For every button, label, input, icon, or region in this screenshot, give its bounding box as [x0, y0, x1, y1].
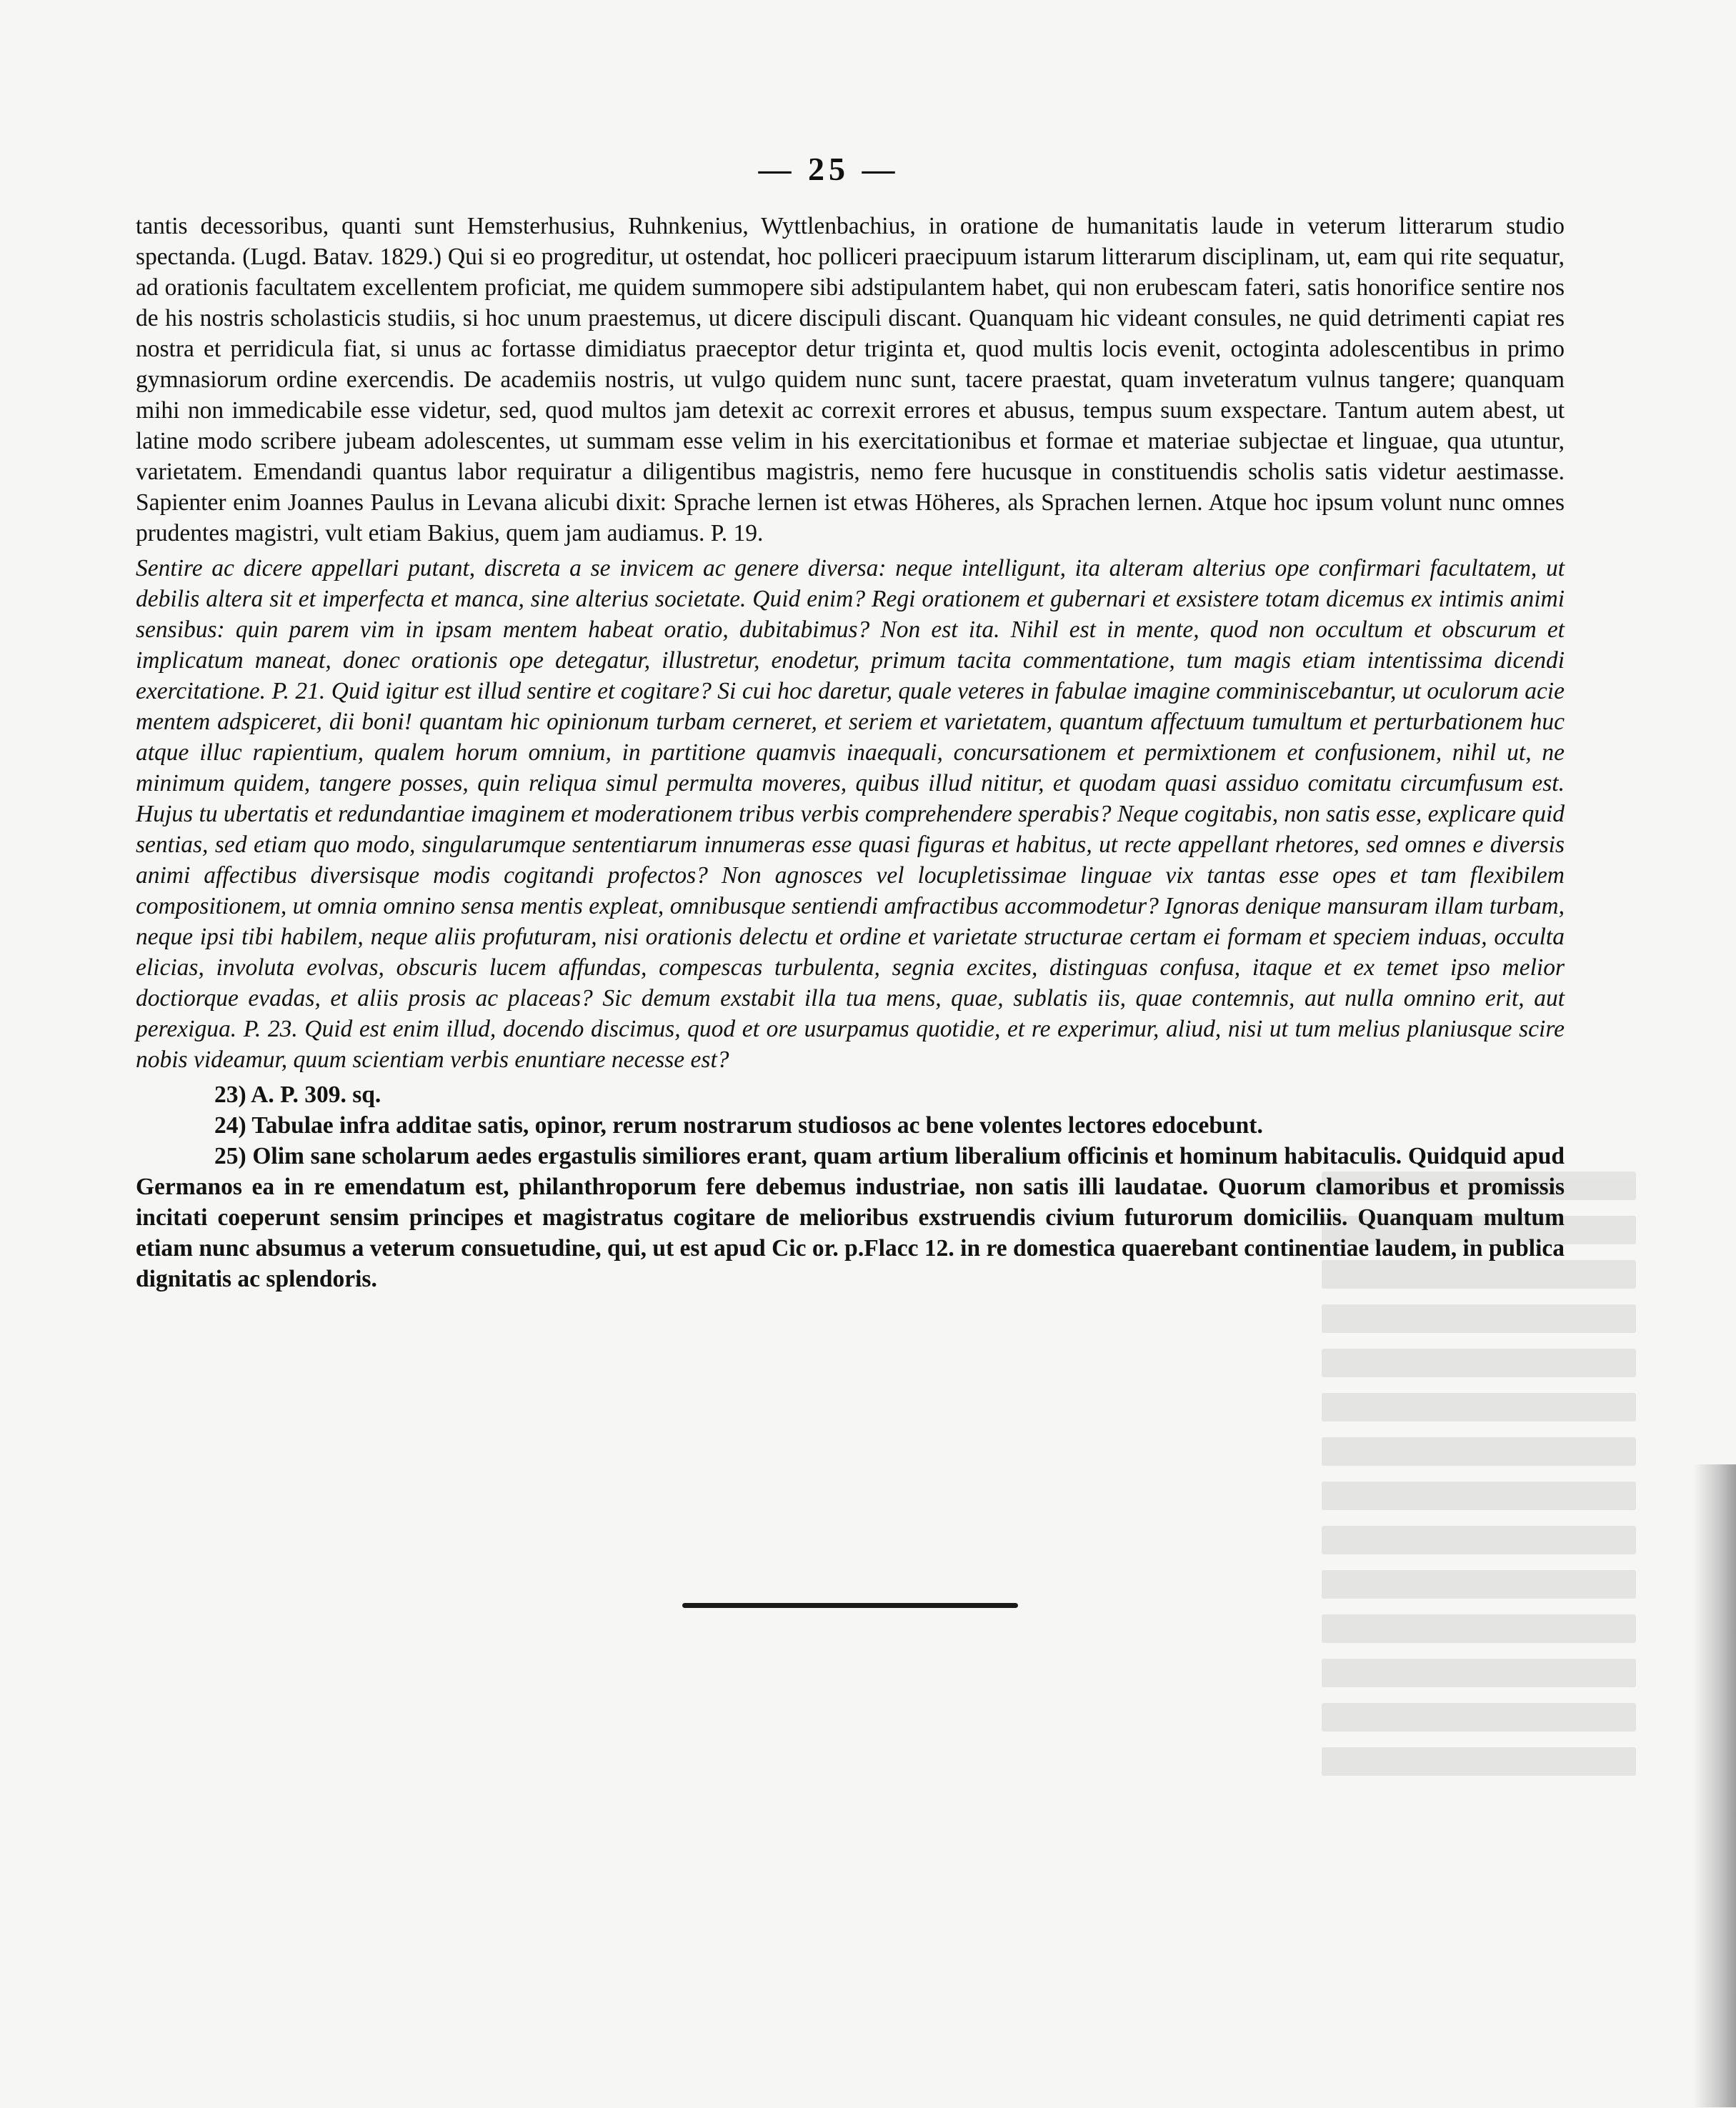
- paragraph-roman: tantis decessoribus, quanti sunt Hemsterhusius, Ruhnkenius, Wyttlenbachius, in oratione de humanitatis laude in veterum litterarum studio spectanda. (Lugd. Batav. 1829.) Qui si eo progreditur, ut ostendat, hoc polliceri praecipuum istarum litterarum disciplinam, ut, eam qui rite sequatur, ad orationis facultatem excellentem proficiat, me quidem summopere sibi adstipulantem habet, qui non erubescam fateri, satis honorifice sentire nos de his nostris scholasticis studiis, si hoc unum praestemus, ut dicere discipuli discant. Quanquam hic videant consules, ne quid detrimenti capiat res nostra et perridicula fiat, si unus ac fortasse dimidiatus praeceptor detur triginta et, quod multis locis evenit, octoginta adolescentibus in primo gymnasiorum ordine exercendis. De academiis nostris, ut vulgo quidem nunc sunt, tacere praestat, quam inveteratum vulnus tangere; quanquam mihi non immedicabile esse videtur, sed, quod multos jam detexit ac correxit errores et abusus, tempus suum exspectare. Tantum autem abest, ut latine modo scribere jubeam adolescentes, ut summam esse velim in his exercitationibus et formae et materiae subjectae et linguae, qua utuntur, varietatem. Emendandi quantus labor requiratur a diligentibus magistris, nemo fere hucusque in constituendis scholis satis videtur aestimasse. Sapienter enim Joannes Paulus in Levana alicubi dixit: Sprache lernen ist etwas Höheres, als Sprachen lernen. Atque hoc ipsum volunt nunc omnes prudentes magistri, vult etiam Bakius, quem jam audiamus. P. 19.: [136, 213, 1565, 546]
- footnote-23: 23) A. P. 309. sq.: [214, 1082, 381, 1108]
- footnotes: [136, 1079, 1565, 1294]
- main-text: [136, 211, 1565, 1294]
- footnote-25: 25) Olim sane scholarum aedes ergastulis similiores erant, quam artium liberalium officinis et hominum habitaculis. Quidquid apud Germanos ea in re emendatum est, philanthroporum fere debemus industriae, non satis illi laudatae. Quorum clamoribus et promissis incitati coeperunt sensim principes et magistratus cogitare de melioribus exstruendis civium futurorum domiciliis. Quanquam multum etiam nunc absumus a veterum consuetudine, qui, ut est apud Cic or. p.Flacc 12. in re domestica quaerebant continentiae laudem, in publica dignitatis ac splendoris.: [136, 1143, 1565, 1292]
- closing-rule: [682, 1603, 1018, 1608]
- page-edge-shadow: [1693, 1464, 1736, 2107]
- page-number: — 25 —: [758, 151, 899, 187]
- paragraph-quotation: Sentire ac dicere appellari putant, discreta a se invicem ac genere diversa: neque intelligunt, ita alteram alterius ope confirmari facultatem, ut debilis altera sit et imperfecta et manca, sine alterius societate. Quid enim? Regi orationem et gubernari et exsistere totam dicemus ex intimis animi sensibus: quin parem vim in ipsam mentem habeat oratio, dubitabimus? Non est ita. Nihil est in mente, quod non occultum et obscurum et implicatum maneat, donec orationis ope detegatur, illustretur, enodetur, primum tacita commentatione, tum magis etiam intentissima dicendi exercitatione. P. 21. Quid igitur est illud sentire et cogitare? Si cui hoc daretur, quale veteres in fabulae imagine comminiscebantur, ut oculorum acie mentem adspiceret, dii boni! quantam hic opinionum turbam cerneret, et seriem et varietatem, quantum affectuum tumultum et perturbationem huc atque illuc rapientium, qualem horum omnium, in partitione quamvis inaequali, concursationem et permixtionem et confusionem, nihil ut, ne minimum quidem, tangere posses, quin reliqua simul permulta moveres, quibus illud nititur, et quodam quasi assiduo comitatu circumfusum est. Hujus tu ubertatis et redundantiae imaginem et moderationem tribus verbis comprehendere sperabis? Neque cogitabis, non satis esse, explicare quid sentias, sed etiam quo modo, singularumque sententiarum innumeras esse quasi figuras et habitus, ut recte appellant rhetores, sed omnes e diversis animi affectibus diversisque modis cogitandi profectos? Non agnosces vel locupletissimae linguae vix tantas esse opes et tam flexibilem compositionem, ut omnia omnino sensa mentis expleat, omnibusque sentiendi amfractibus accommodetur? Ignoras denique mansuram illam turbam, neque ipsi tibi habilem, neque aliis profuturam, nisi orationis delectu et ordine et varietate structurae certam ei formam et speciem induas, occulta elicias, involuta evolvas, obscuris lucem affundas, compescas turbulenta, segnia excites, distinguas confusa, itaque et ex temet ipso melior doctiorque evadas, et aliis prosis ac placeas? Sic demum exstabit illa tua mens, quae, sublatis iis, quae contemnis, aut nulla omnino erit, aut perexigua. P. 23. Quid est enim illud, docendo discimus, quod et ore usurpamus quotidie, et re experimur, aliud, nisi ut tum melius planiusque scire nobis videamur, quum scientiam verbis enuntiare necesse est?: [136, 555, 1565, 1073]
- footnote-24: 24) Tabulae infra additae satis, opinor, rerum nostrarum studiosos ac bene volentes lectores edocebunt.: [214, 1112, 1263, 1139]
